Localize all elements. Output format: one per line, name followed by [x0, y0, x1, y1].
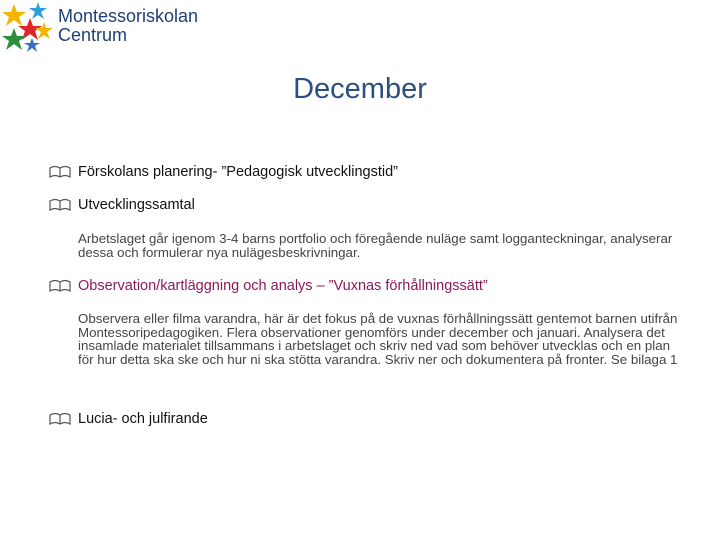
slide-title: [0, 73, 720, 106]
book-icon: [48, 279, 72, 293]
star-cluster-icon: [0, 0, 58, 52]
slide-title-text: December: [293, 73, 427, 105]
bullet-label: Utvecklingssamtal: [78, 197, 195, 213]
bullet-label: Förskolans planering- ”Pedagogisk utvecklingstid”: [78, 164, 398, 180]
paragraph-observation: Observera eller filma varandra, här är det fokus på de vuxnas förhållningssätt gentemot barnen utifrån Montessoripedagogiken. Flera observationer genomförs under december och januari. Analysera det insamlade materialet tillsammans i arbetslaget och skriv ned vad som behöver utvecklas och en plan för hur detta ska ske och hur ni ska stötta varandra. Skriv ner och dokumentera på fronter. Se bilaga 1: [78, 311, 678, 367]
bullet-item-planering: [48, 164, 398, 180]
book-icon: [48, 412, 72, 426]
bullet-label: Lucia- och julfirande: [78, 411, 208, 427]
book-icon: [48, 165, 72, 179]
bullet-item-lucia: [48, 411, 208, 427]
school-logo: [0, 0, 200, 52]
logo-text-line2: Centrum: [58, 25, 128, 45]
bullet-label: Observation/kartläggning och analys – ”Vuxnas förhållningssätt”: [78, 278, 488, 294]
paragraph-utvecklingssamtal: Arbetslaget går igenom 3-4 barns portfolio och föregående nuläge samt logganteckningar, analyserar dessa och formulerar nya nulägesbeskrivningar.: [78, 231, 673, 260]
logo-text-line1: Montessoriskolan: [58, 6, 199, 26]
bullet-item-utvecklingssamtal: [48, 197, 195, 213]
bullet-item-observation: [48, 278, 488, 294]
book-icon: [48, 198, 72, 212]
